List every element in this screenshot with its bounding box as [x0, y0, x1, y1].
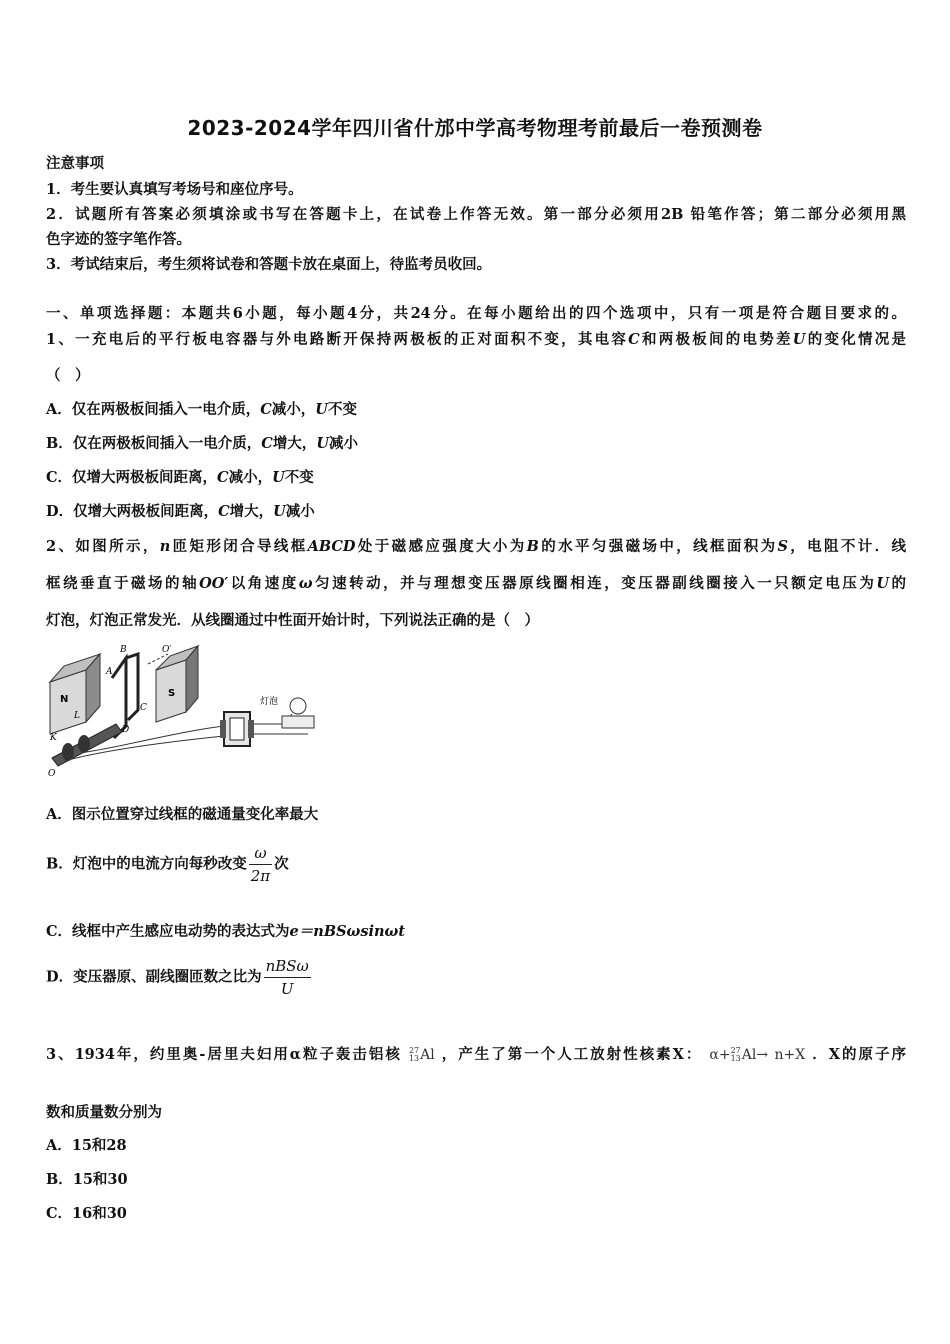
q2-option-d: D．变压器原、副线圈匝数之比为 $\frac{\text{nBSω}}{U}$	[46, 957, 309, 998]
notice-item-2: 2．试题所有答案必须填涂或书写在答题卡上，在试卷上作答无效。第一部分必须用2B 铅笔作答；第二部分必须用黑	[46, 206, 906, 223]
q2-stem-line2: 框绕垂直于磁场的轴OO′以角速度ω匀速转动，并与理想变压器原线圈相连，变压器副线圈接入一只额定电压为U的	[46, 575, 907, 592]
notice-item-1: 1．考生要认真填写考场号和座位序号。	[46, 181, 303, 198]
q1-answer-paren: （ ）	[46, 367, 90, 384]
q1-option-b: B．仅在两极板间插入一电介质，C增大，U减小	[46, 435, 358, 452]
q2-stem-line1: 2、如图所示，n匝矩形闭合导线框ABCD处于磁感应强度大小为B的水平匀强磁场中，线框面积为S，电阻不计．线	[46, 538, 907, 555]
notice-item-3: 3．考试结束后，考生须将试卷和答题卡放在桌面上，待监考员收回。	[46, 256, 492, 273]
q2-option-c: C．线框中产生感应电动势的表达式为e＝nBSωsinωt	[46, 923, 406, 940]
q1-stem: 1、一充电后的平行板电容器与外电路断开保持两极板的正对面积不变，其电容C和两极板间的电势差U的变化情况是	[46, 331, 907, 348]
q3-stem-line1: 3、1934年，约里奥-居里夫妇用α粒子轰击铝核 27 13Al ，产生了第一个人工放射性核素X： α+27 13Al→ n+X ．X的原子序	[46, 1046, 906, 1063]
page-title: 2023-2024学年四川省什邡中学高考物理考前最后一卷预测卷	[187, 116, 763, 140]
svg-text:O: O	[48, 769, 56, 779]
svg-text:D: D	[122, 725, 130, 735]
svg-text:C: C	[140, 703, 147, 713]
lamp-bulb	[290, 698, 306, 714]
svg-text:B: B	[120, 645, 127, 655]
q3-stem-line2: 数和质量数分别为	[46, 1104, 162, 1121]
q1-option-c: C．仅增大两极板间距离，C减小，U不变	[46, 469, 314, 486]
fraction-omega-2pi: $\frac{\omega}{2\pi}$	[250, 844, 271, 885]
nuclear-equation: α+27 13Al→ n+X	[709, 1046, 806, 1063]
svg-text:A: A	[106, 667, 113, 677]
q2-stem-line3: 灯泡，灯泡正常发光．从线圈通过中性面开始计时，下列说法正确的是（ ）	[46, 612, 539, 629]
generator-transformer-figure	[46, 640, 326, 780]
q3-option-a: A．15和28	[46, 1137, 127, 1154]
section-heading: 一、单项选择题：本题共6小题，每小题4分，共24分。在每小题给出的四个选项中，只有一项是符合题目要求的。	[46, 305, 906, 322]
lamp-base	[282, 716, 314, 728]
fraction-nbsw-u: $\frac{\text{nBSω}}{U}$	[265, 957, 309, 998]
notice-item-2-cont: 色字迹的签字笔作答。	[46, 231, 191, 248]
svg-text:L: L	[74, 711, 80, 721]
q3-option-c: C．16和30	[46, 1205, 127, 1222]
q1-option-d: D．仅增大两极板间距离，C增大，U减小	[46, 503, 315, 520]
q1-option-a: A．仅在两极板间插入一电介质，C减小，U不变	[46, 401, 357, 418]
svg-text:N: N	[60, 694, 69, 705]
aluminum-nuclide: 27 13Al	[408, 1046, 435, 1063]
svg-text:S: S	[168, 688, 176, 699]
svg-text:灯泡: 灯泡	[260, 697, 279, 707]
q2-option-b: B．灯泡中的电流方向每秒改变 $\frac{\omega}{2\pi}$ 次	[46, 844, 289, 885]
svg-text:O′: O′	[162, 645, 172, 655]
notice-heading: 注意事项	[46, 155, 104, 172]
q2-option-a: A．图示位置穿过线框的磁通量变化率最大	[46, 806, 319, 823]
q3-option-b: B．15和30	[46, 1171, 128, 1188]
svg-text:K: K	[50, 733, 57, 743]
